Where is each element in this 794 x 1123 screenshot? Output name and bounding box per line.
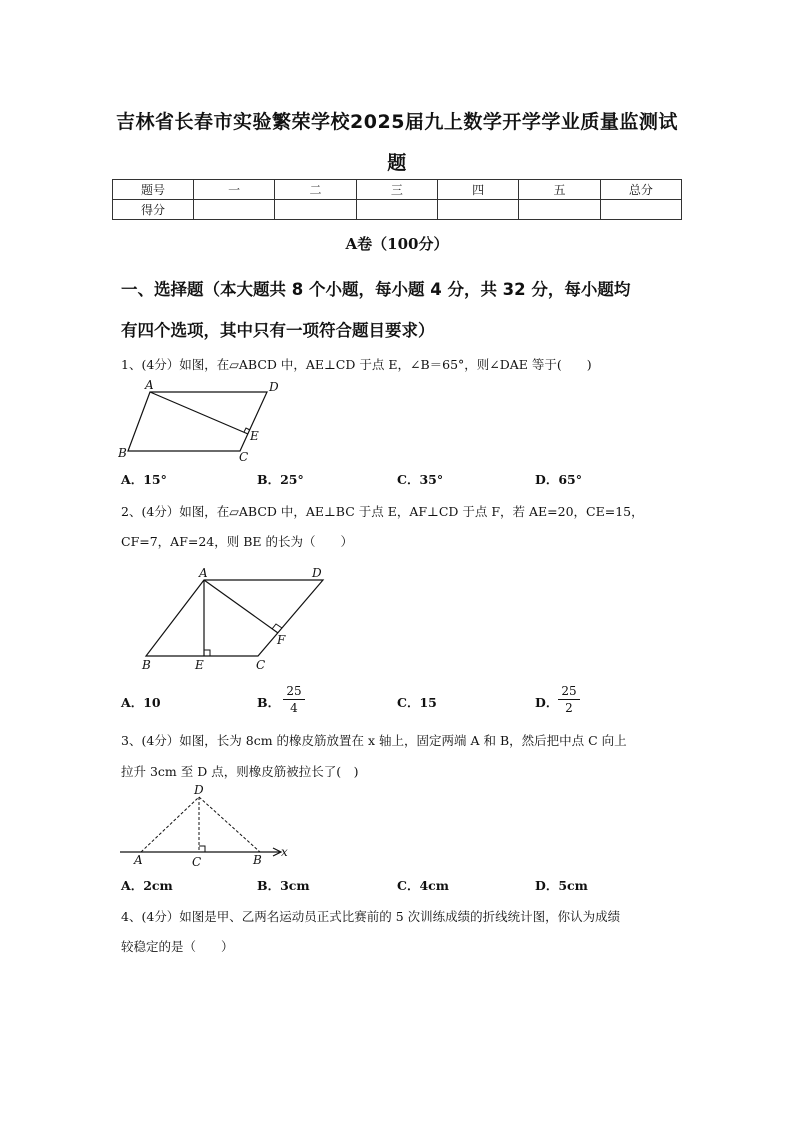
score-header-cell: 三 bbox=[356, 180, 437, 200]
segment-af bbox=[204, 580, 278, 633]
question-3-text-line1: 3、(4分）如图，长为 8cm 的橡皮筋放置在 x 轴上，固定两端 A 和 B，然后把中点 C 向上 bbox=[121, 733, 627, 748]
q3-option-a[interactable]: A．2cm bbox=[121, 878, 173, 893]
score-cell[interactable] bbox=[519, 200, 600, 220]
question-4-text-line2: 较稳定的是（ ） bbox=[121, 939, 234, 954]
score-header-cell: 一 bbox=[194, 180, 275, 200]
q2-option-b[interactable]: B． bbox=[257, 695, 281, 710]
fraction-numerator: 25 bbox=[283, 683, 305, 700]
question-4-text-line1: 4、(4分）如图是甲、乙两名运动员正式比赛前的 5 次训练成绩的折线统计图，你认为成绩 bbox=[121, 909, 621, 924]
segment-ad bbox=[141, 797, 199, 852]
label-b: B bbox=[142, 658, 151, 672]
label-b: B bbox=[118, 446, 127, 460]
q3-option-c[interactable]: C．4cm bbox=[397, 878, 449, 893]
q1-option-b[interactable]: B．25° bbox=[257, 472, 304, 487]
fraction-denominator: 4 bbox=[290, 701, 298, 715]
label-a: A bbox=[134, 853, 143, 867]
q2-option-c[interactable]: C．15 bbox=[397, 695, 437, 710]
score-header-cell: 总分 bbox=[600, 180, 681, 200]
paper-section-heading: A卷（100分） bbox=[345, 235, 449, 253]
question-1-text: 1、(4分）如图，在▱ABCD 中，AE⊥CD 于点 E，∠B＝65°，则∠DAE 等于( ) bbox=[121, 357, 592, 372]
q1-option-c[interactable]: C．35° bbox=[397, 472, 444, 487]
score-cell[interactable] bbox=[600, 200, 681, 220]
right-angle-mark-f bbox=[272, 624, 282, 629]
question-3-text-line2: 拉升 3cm 至 D 点，则橡皮筋被拉长了( ) bbox=[121, 764, 359, 779]
label-f: F bbox=[277, 633, 286, 647]
q2-option-b-fraction bbox=[283, 683, 305, 716]
fraction-denominator: 2 bbox=[565, 701, 573, 715]
label-a: A bbox=[145, 378, 154, 392]
section1-heading-line2: 有四个选项，其中只有一项符合题目要求） bbox=[121, 321, 435, 340]
exam-title-line1: 吉林省长春市实验繁荣学校2025届九上数学开学学业质量监测试 bbox=[116, 111, 678, 133]
q2-option-d[interactable]: D． bbox=[535, 695, 559, 710]
score-cell[interactable] bbox=[194, 200, 275, 220]
score-cell[interactable] bbox=[275, 200, 356, 220]
score-table bbox=[112, 179, 682, 220]
label-x: x bbox=[281, 845, 288, 859]
question-3-figure bbox=[118, 782, 298, 870]
label-b: B bbox=[253, 853, 262, 867]
parallelogram-abcd bbox=[146, 580, 323, 656]
q1-option-a[interactable]: A．15° bbox=[121, 472, 167, 487]
score-header-cell: 二 bbox=[275, 180, 356, 200]
exam-title-line2: 题 bbox=[387, 152, 407, 174]
label-e: E bbox=[195, 658, 204, 672]
score-header-cell: 题号 bbox=[113, 180, 194, 200]
fraction-numerator: 25 bbox=[558, 683, 580, 700]
question-2-figure bbox=[138, 563, 328, 673]
score-table-score-row bbox=[113, 200, 682, 220]
q2-option-a[interactable]: A．10 bbox=[121, 695, 161, 710]
section1-heading-line1: 一、选择题（本大题共 8 个小题，每小题 4 分，共 32 分，每小题均 bbox=[121, 280, 631, 299]
q1-option-d[interactable]: D．65° bbox=[535, 472, 582, 487]
label-e: E bbox=[250, 429, 259, 443]
right-angle-mark-e bbox=[204, 650, 210, 656]
question-2-text-line2: CF=7，AF=24，则 BE 的长为（ ） bbox=[121, 534, 354, 549]
score-cell[interactable] bbox=[356, 200, 437, 220]
score-header-cell: 四 bbox=[437, 180, 518, 200]
right-angle-mark bbox=[199, 846, 205, 852]
score-header-cell: 五 bbox=[519, 180, 600, 200]
q2-option-d-fraction bbox=[558, 683, 580, 716]
question-2-text-line1: 2、(4分）如图，在▱ABCD 中，AE⊥BC 于点 E，AF⊥CD 于点 F，若 AE=20，CE=15， bbox=[121, 504, 644, 519]
label-d: D bbox=[312, 566, 322, 580]
segment-db bbox=[199, 797, 260, 852]
label-d: D bbox=[194, 783, 204, 797]
label-c: C bbox=[192, 855, 202, 869]
question-1-figure bbox=[118, 377, 288, 463]
label-a: A bbox=[199, 566, 208, 580]
score-cell[interactable] bbox=[437, 200, 518, 220]
q3-option-b[interactable]: B．3cm bbox=[257, 878, 310, 893]
q3-option-d[interactable]: D．5cm bbox=[535, 878, 588, 893]
label-c: C bbox=[239, 450, 249, 463]
label-d: D bbox=[269, 380, 279, 394]
score-table-header-row bbox=[113, 180, 682, 200]
score-row-label: 得分 bbox=[113, 200, 194, 220]
label-c: C bbox=[256, 658, 266, 672]
